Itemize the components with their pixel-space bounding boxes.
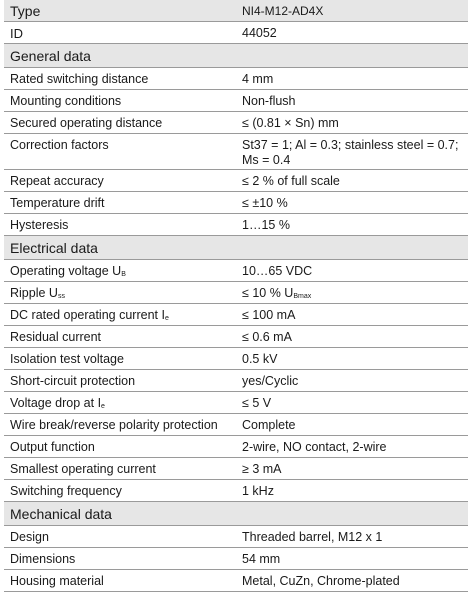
row-label: Repeat accuracy xyxy=(10,174,104,188)
row-label: Hysteresis xyxy=(10,218,69,232)
label-subscript: e xyxy=(101,403,105,410)
row-value: 4 mm xyxy=(242,72,274,86)
row-value: 10…65 VDC xyxy=(242,264,313,278)
row-label: Rated switching distance xyxy=(10,72,149,86)
value-text: ≤ 10 % U xyxy=(242,286,294,300)
row-label: Mounting conditions xyxy=(10,94,122,108)
label-text: Operating voltage U xyxy=(10,264,122,278)
row-value: ≤ 2 % of full scale xyxy=(242,174,340,188)
row-label: Correction factors xyxy=(10,138,109,152)
section-general xyxy=(4,44,468,68)
row-value: ≤ 100 mA xyxy=(242,308,296,322)
row-label xyxy=(4,260,234,281)
row-value: Metal, CuZn, Chrome-plated xyxy=(242,574,400,588)
table-row xyxy=(4,112,468,134)
table-row xyxy=(4,214,468,236)
row-value: 1 kHz xyxy=(242,484,274,498)
row-value: ≥ 3 mA xyxy=(242,462,282,476)
table-row xyxy=(4,436,468,458)
label-subscript: ss xyxy=(57,293,65,300)
table-row xyxy=(4,480,468,502)
row-label xyxy=(4,304,234,325)
row-value: 54 mm xyxy=(242,552,281,566)
table-row xyxy=(4,570,468,592)
row-label: Output function xyxy=(10,440,95,454)
table-row xyxy=(4,548,468,570)
table-row xyxy=(4,526,468,548)
label-subscript: e xyxy=(164,315,169,322)
id-label: ID xyxy=(10,26,23,41)
row-value: ≤ 0.6 mA xyxy=(242,330,292,344)
table-row xyxy=(4,304,468,326)
row-label: Housing material xyxy=(10,574,104,588)
label-text: DC rated operating current I xyxy=(10,308,165,322)
id-value: 44052 xyxy=(242,26,277,40)
row-label: Secured operating distance xyxy=(10,116,163,130)
section-electrical xyxy=(4,236,468,260)
row-label: Switching frequency xyxy=(10,484,122,498)
table-row xyxy=(4,458,468,480)
row-value: ≤ 5 V xyxy=(242,396,272,410)
row-label: Isolation test voltage xyxy=(10,352,124,366)
row-value: ≤ ±10 % xyxy=(242,196,288,210)
row-value: 1…15 % xyxy=(242,218,290,232)
table-row xyxy=(4,282,468,304)
label-text: Ripple U xyxy=(10,286,58,300)
table-row xyxy=(4,192,468,214)
id-row xyxy=(4,22,468,44)
label-text: Voltage drop at I xyxy=(10,396,102,410)
row-value xyxy=(234,282,468,303)
row-label: Smallest operating current xyxy=(10,462,156,476)
row-label: Short-circuit protection xyxy=(10,374,136,388)
value-subscript: Bmax xyxy=(293,293,312,300)
table-row xyxy=(4,392,468,414)
table-row xyxy=(4,414,468,436)
row-value-line: St37 = 1; Al = 0.3; stainless steel = 0.7; xyxy=(242,138,459,152)
section-title: Mechanical data xyxy=(10,506,112,522)
table-row xyxy=(4,90,468,112)
row-label: Temperature drift xyxy=(10,196,105,210)
type-label: Type xyxy=(10,3,41,19)
section-mechanical xyxy=(4,502,468,526)
table-row xyxy=(4,370,468,392)
row-value: 2-wire, NO contact, 2-wire xyxy=(242,440,387,454)
row-label xyxy=(4,282,234,303)
row-label: Wire break/reverse polarity protection xyxy=(10,418,218,432)
section-title: General data xyxy=(10,48,91,64)
label-subscript: B xyxy=(121,271,126,278)
table-row xyxy=(4,348,468,370)
row-value: Non-flush xyxy=(242,94,296,108)
row-value: Complete xyxy=(242,418,296,432)
row-value-line: Ms = 0.4 xyxy=(242,153,291,167)
row-label: Design xyxy=(10,530,49,544)
row-value: Threaded barrel, M12 x 1 xyxy=(242,530,383,544)
table-row xyxy=(4,326,468,348)
row-value: yes/Cyclic xyxy=(242,374,299,388)
row-label: Residual current xyxy=(10,330,102,344)
table-row xyxy=(4,170,468,192)
row-value xyxy=(234,134,468,169)
row-value: ≤ (0.81 × Sn) mm xyxy=(242,116,339,130)
row-label: Dimensions xyxy=(10,552,76,566)
type-row xyxy=(4,0,468,22)
table-row xyxy=(4,68,468,90)
row-label xyxy=(4,392,234,413)
type-value: NI4-M12-AD4X xyxy=(242,4,324,18)
table-row xyxy=(4,260,468,282)
table-row xyxy=(4,134,468,170)
section-title: Electrical data xyxy=(10,240,98,256)
row-value: 0.5 kV xyxy=(242,352,278,366)
